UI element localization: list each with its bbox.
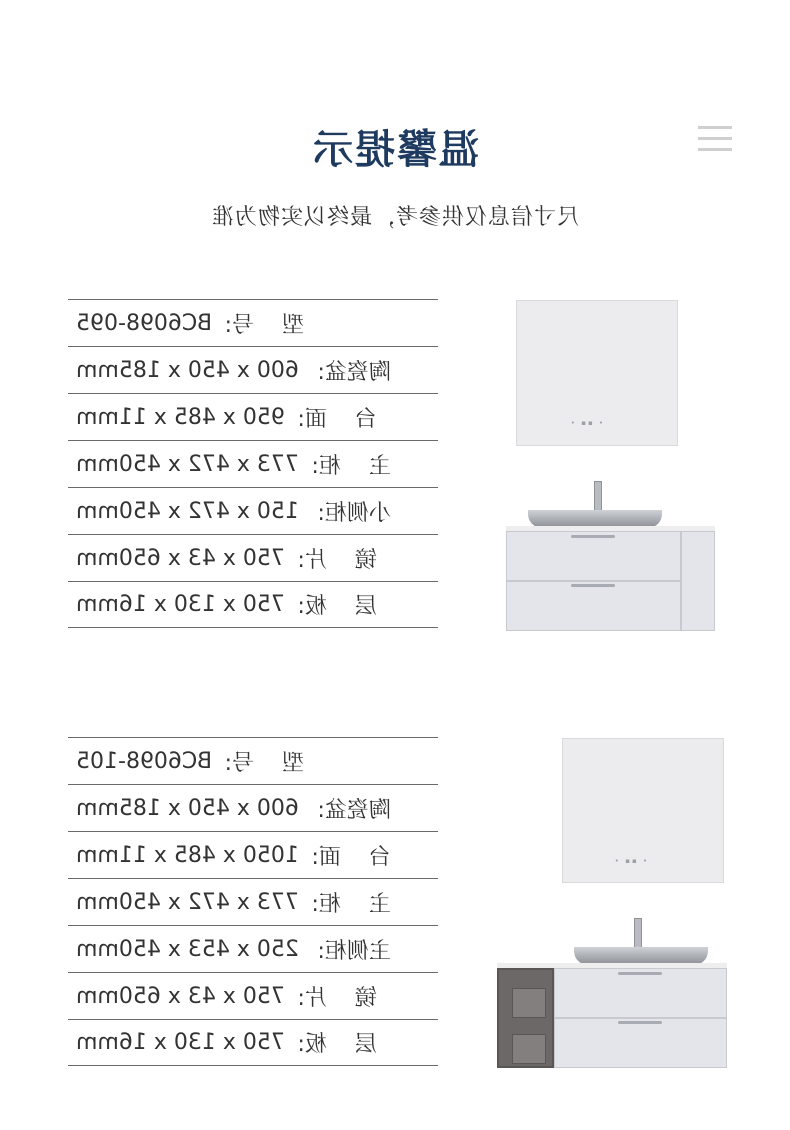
spec-row-side-cabinet <box>68 487 438 534</box>
drawer-handle <box>618 972 662 975</box>
spec-label: 层 板: <box>297 594 377 619</box>
spec-label: 层 板: <box>297 1032 377 1057</box>
spec-row-mirror <box>68 534 438 581</box>
spec-table-095 <box>68 299 438 628</box>
shelf-storage-box <box>512 1034 546 1064</box>
spec-value: 750 x 43 x 650mm <box>76 545 285 571</box>
spec-row-shelf <box>68 581 438 628</box>
faucet-image <box>594 481 602 513</box>
spec-label: 镜 片: <box>297 985 377 1011</box>
shelf-storage-box <box>512 988 546 1018</box>
drawer-handle <box>618 1021 662 1024</box>
drawer-bottom-image <box>506 581 681 631</box>
spec-table-105 <box>68 737 438 1066</box>
drawer-handle <box>571 535 615 538</box>
spec-label: 主 柜: <box>311 891 391 917</box>
spec-label: 型 号: <box>224 750 304 776</box>
spec-value: BC6098-095 <box>76 310 212 336</box>
led-mirror-image <box>562 738 724 883</box>
spec-row-side-cabinet <box>68 925 438 972</box>
page-title: 温馨提示 <box>311 127 479 173</box>
spec-label: 陶瓷盆: <box>317 359 391 385</box>
led-display-icon: • ▪▪ • <box>568 419 603 427</box>
spec-label: 台 面: <box>311 844 391 870</box>
spec-label: 台 面: <box>297 406 377 432</box>
led-mirror-image <box>516 300 678 446</box>
spec-row-main-cabinet <box>68 440 438 487</box>
spec-label: 镜 片: <box>297 547 377 573</box>
spec-value: BC6098-105 <box>76 748 212 774</box>
spec-row-main-cabinet <box>68 878 438 925</box>
spec-label: 陶瓷盆: <box>317 797 391 823</box>
drawer-top-image <box>506 531 681 581</box>
spec-label: 型 号: <box>224 312 304 338</box>
spec-row-basin <box>68 346 438 393</box>
spec-row-model <box>68 737 438 784</box>
spec-row-model <box>68 299 438 346</box>
spec-value: 773 x 472 x 450mm <box>76 889 299 915</box>
drawer-top-image <box>554 968 727 1018</box>
spec-label: 小侧柜: <box>317 500 391 526</box>
spec-value: 150 x 472 x 450mm <box>76 498 299 524</box>
spec-value: 750 x 130 x 16mm <box>76 1030 285 1055</box>
drawer-bottom-image <box>554 1018 727 1068</box>
spec-value: 750 x 130 x 16mm <box>76 592 285 617</box>
spec-row-countertop <box>68 831 438 878</box>
side-cabinet-image <box>681 531 715 631</box>
spec-value: 250 x 453 x 450mm <box>76 936 299 962</box>
led-display-icon: • ▪▪ • <box>612 857 647 865</box>
spec-row-mirror <box>68 972 438 1019</box>
spec-label: 主侧柜: <box>317 938 391 964</box>
spec-value: 1050 x 485 x 11mm <box>76 842 299 868</box>
open-shelf-cabinet-image <box>497 968 554 1068</box>
spec-row-countertop <box>68 393 438 440</box>
spec-row-basin <box>68 784 438 831</box>
spec-label: 主 柜: <box>311 453 391 479</box>
faucet-image <box>634 918 642 950</box>
spec-value: 600 x 450 x 185mm <box>76 357 299 383</box>
spec-value: 773 x 472 x 450mm <box>76 451 299 477</box>
page-subtitle: 尺寸信息仅供参考，最终以实物为准 <box>211 205 580 230</box>
spec-value: 750 x 43 x 650mm <box>76 983 285 1009</box>
spec-value: 950 x 485 x 11mm <box>76 404 285 430</box>
spec-row-shelf <box>68 1019 438 1066</box>
spec-value: 600 x 450 x 185mm <box>76 795 299 821</box>
drawer-handle <box>571 584 615 587</box>
